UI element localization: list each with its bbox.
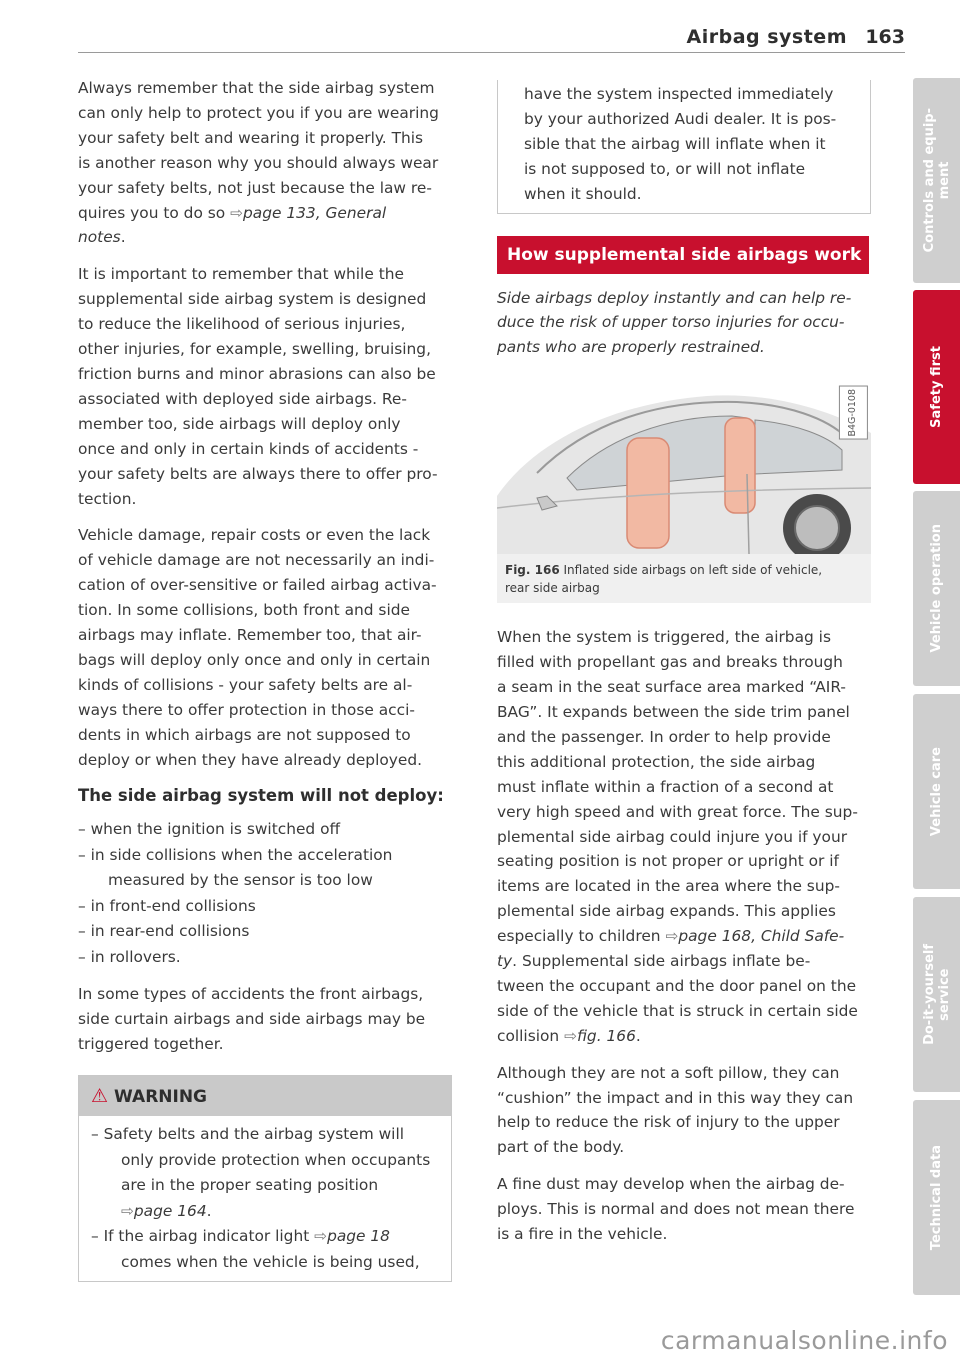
text-line: duce the risk of upper torso injuries for occu- xyxy=(497,313,845,332)
text-line xyxy=(497,1024,871,1049)
text-line: pants who are properly restrained. xyxy=(497,338,765,357)
text-line: to reduce the likelihood of serious injuries, xyxy=(78,315,406,334)
text-line: when it should. xyxy=(524,184,642,203)
figure-166 xyxy=(497,378,871,603)
text-line: In some types of accidents the front airbags, xyxy=(78,985,424,1004)
text-line: BAG”. It expands between the side trim panel xyxy=(497,702,850,721)
tab-do-it-yourself-service[interactable] xyxy=(913,897,960,1092)
text-fragment: – If the airbag indicator light xyxy=(91,1227,310,1246)
paragraph-belts xyxy=(78,76,454,250)
text-line: must inflate within a fraction of a second at xyxy=(497,777,834,796)
text-line: plemental side airbag could injure you if your xyxy=(497,827,848,846)
left-column xyxy=(78,76,454,1282)
text-line: It is important to remember that while the xyxy=(78,265,404,284)
caption-text: Inflated side airbags on left side of vehicle, xyxy=(563,563,823,578)
text-line: by your authorized Audi dealer. It is pos- xyxy=(524,109,837,128)
warning-continuation-box xyxy=(497,80,871,214)
header-divider xyxy=(78,52,905,53)
text-line: airbags may inflate. Remember too, that air- xyxy=(78,626,422,645)
text-fragment: only provide protection when occupants xyxy=(121,1150,431,1169)
text-line: tween the occupant and the door panel on the xyxy=(497,976,857,995)
warning-box xyxy=(78,1075,452,1282)
text-line: tection. xyxy=(78,489,137,508)
text-line: other injuries, for example, swelling, bruising, xyxy=(78,340,431,359)
text-fragment: are in the proper seating position xyxy=(121,1176,379,1195)
text-line: is another reason why you should always wear xyxy=(78,153,439,172)
text-line xyxy=(497,924,871,949)
page-ref-link[interactable]: page 168, Child Safe- xyxy=(678,927,845,946)
list-item: – when the ignition is switched off xyxy=(78,820,341,839)
page-ref-link[interactable]: ty xyxy=(497,952,513,971)
list-item: – in rear-end collisions xyxy=(78,922,250,941)
text-line: seating position is not proper or upright or if xyxy=(497,852,839,871)
text-line: is a fire in the vehicle. xyxy=(497,1225,668,1244)
text-line: very high speed and with great force. The sup- xyxy=(497,802,858,821)
chapter-tabs xyxy=(913,0,960,1361)
warning-header xyxy=(79,1076,451,1116)
text-line: associated with deployed side airbags. Re- xyxy=(78,389,407,408)
text-line: part of the body. xyxy=(497,1138,625,1157)
text-line: side of the vehicle that is struck in certain side xyxy=(497,1001,858,1020)
text-fragment: . Supplemental side airbags inflate be- xyxy=(512,952,811,971)
list-item xyxy=(91,1122,441,1224)
list-item: – in rollovers. xyxy=(78,947,181,966)
text-line: a seam in the seat surface area marked “AIR- xyxy=(497,678,846,697)
text-line xyxy=(78,201,454,226)
text-line: triggered together. xyxy=(78,1035,224,1054)
ref-arrow-icon: ⇨ xyxy=(121,1201,134,1220)
text-line: your safety belts, not just because the law re- xyxy=(78,178,432,197)
list-item xyxy=(78,843,454,894)
figure-code: B4G-0108 xyxy=(839,386,868,440)
text-line: help to reduce the risk of injury to the upper xyxy=(497,1113,840,1132)
text-line: of vehicle damage are not necessarily an indi- xyxy=(78,551,435,570)
figure-ref-link[interactable]: fig. 166 xyxy=(576,1026,636,1045)
text-fragment: . xyxy=(120,228,126,247)
text-line: dents in which airbags are not supposed to xyxy=(78,725,411,744)
text-line xyxy=(497,949,871,974)
text-line: tion. In some collisions, both front and side xyxy=(78,601,410,620)
page-number: 163 xyxy=(865,26,905,48)
text-line: and the passenger. In order to help provide xyxy=(497,727,831,746)
section-title: Airbag system xyxy=(686,26,847,48)
text-line: Although they are not a soft pillow, they can xyxy=(497,1063,840,1082)
text-fragment: – Safety belts and the airbag system will xyxy=(91,1125,405,1144)
watermark: carmanualsonline.info xyxy=(660,1326,948,1355)
tab-label: Controls and equip- ment xyxy=(921,108,952,253)
text-line: items are located in the area where the sup- xyxy=(497,877,840,896)
ref-arrow-icon: ⇨ xyxy=(564,1026,577,1045)
ref-arrow-icon: ⇨ xyxy=(230,203,244,222)
figure-caption xyxy=(497,554,871,603)
text-line: Side airbags deploy instantly and can help re- xyxy=(497,288,852,307)
text-line: is not supposed to, or will not inflate xyxy=(524,159,806,178)
text-line: sible that the airbag will inflate when it xyxy=(524,134,826,153)
tab-vehicle-operation[interactable] xyxy=(913,491,960,686)
text-line: ploys. This is normal and does not mean there xyxy=(497,1200,855,1219)
text-line: ways there to offer protection in those acci- xyxy=(78,700,415,719)
warning-body xyxy=(79,1116,451,1281)
tab-label: Do-it-yourself service xyxy=(921,944,952,1045)
not-deploy-list xyxy=(78,817,454,970)
text-fragment: . xyxy=(206,1201,212,1220)
text-line: bags will deploy only once and only in certain xyxy=(78,650,431,669)
text-fragment: comes when the vehicle is being used, xyxy=(121,1252,420,1271)
caption-text: rear side airbag xyxy=(505,581,600,596)
paragraph-injuries xyxy=(78,262,454,511)
ref-arrow-icon: ⇨ xyxy=(665,927,679,946)
page-ref-link[interactable]: page 18 xyxy=(327,1227,390,1246)
text-fragment xyxy=(91,1227,390,1245)
lead-paragraph xyxy=(497,286,871,361)
text-line: friction burns and minor abrasions can also be xyxy=(78,364,436,383)
text-line: When the system is triggered, the airbag is xyxy=(497,628,831,647)
page-ref-link[interactable]: page 164 xyxy=(133,1201,207,1220)
tab-label: Safety first xyxy=(929,346,944,428)
tab-controls-and-equipment[interactable] xyxy=(913,78,960,283)
text-line: can only help to protect you if you are wearing xyxy=(78,103,439,122)
text-line: deploy or when they have already deployed. xyxy=(78,750,423,769)
text-line: this additional protection, the side airbag xyxy=(497,752,816,771)
page-header xyxy=(0,22,905,52)
text-fragment: – in side collisions when the acceleration xyxy=(78,845,393,864)
paragraph-damage xyxy=(78,523,454,772)
paragraph-triggered xyxy=(497,625,871,1048)
section-banner: How supplemental side airbags work xyxy=(497,236,869,274)
page-ref-link[interactable]: page 133, General xyxy=(243,203,387,222)
text-fragment: . xyxy=(635,1026,641,1045)
text-line: once and only in certain kinds of accidents - xyxy=(78,439,419,458)
list-item: – in front-end collisions xyxy=(78,896,256,915)
tab-label: Vehicle care xyxy=(929,746,944,837)
text-line xyxy=(78,225,454,250)
car-side-airbag-illustration xyxy=(497,378,871,554)
paragraph-cushion xyxy=(497,1061,871,1161)
text-line: A fine dust may develop when the airbag de- xyxy=(497,1175,845,1194)
text-line: have the system inspected immediately xyxy=(524,85,834,103)
tab-safety-first[interactable] xyxy=(913,290,960,484)
tab-vehicle-care[interactable] xyxy=(913,694,960,889)
text-line: “cushion” the impact and in this way they can xyxy=(497,1088,854,1107)
text-line: Vehicle damage, repair costs or even the lack xyxy=(78,526,431,545)
page-ref-link[interactable]: notes xyxy=(78,228,121,247)
text-line: Always remember that the side airbag system xyxy=(78,79,435,97)
text-fragment xyxy=(106,1199,441,1225)
paragraph-dust xyxy=(497,1172,871,1247)
text-line: plemental side airbag expands. This applies xyxy=(497,902,836,921)
text-fragment: collision xyxy=(497,1026,560,1045)
text-fragment: especially to children xyxy=(497,927,661,946)
paragraph-together xyxy=(78,982,454,1057)
car-illustration-svg xyxy=(497,378,871,554)
text-line: filled with propellant gas and breaks through xyxy=(497,653,843,672)
tab-label: Vehicle operation xyxy=(929,524,944,653)
warning-list xyxy=(91,1122,441,1275)
text-fragment: quires you to do so xyxy=(78,203,226,222)
text-line: side curtain airbags and side airbags may be xyxy=(78,1010,426,1029)
right-column xyxy=(497,80,871,1259)
text-line: supplemental side airbag system is designed xyxy=(78,290,427,309)
subheading-not-deploy: The side airbag system will not deploy: xyxy=(78,786,444,806)
text-line: member too, side airbags will deploy only xyxy=(78,414,401,433)
list-item xyxy=(91,1224,441,1275)
text-line: your safety belts are always there to offer pro- xyxy=(78,464,438,483)
text-line: cation of over-sensitive or failed airbag activa- xyxy=(78,576,437,595)
tab-technical-data[interactable] xyxy=(913,1100,960,1295)
warning-triangle-icon: ⚠ xyxy=(91,1085,109,1108)
ref-arrow-icon: ⇨ xyxy=(314,1227,328,1246)
warning-title: WARNING xyxy=(114,1087,208,1108)
text-fragment: measured by the sensor is too low xyxy=(108,871,373,890)
figure-label: Fig. 166 xyxy=(505,563,560,578)
text-line: kinds of collisions - your safety belts are al- xyxy=(78,675,413,694)
tab-label: Technical data xyxy=(929,1144,944,1251)
text-line: your safety belt and wearing it properly. This xyxy=(78,128,424,147)
